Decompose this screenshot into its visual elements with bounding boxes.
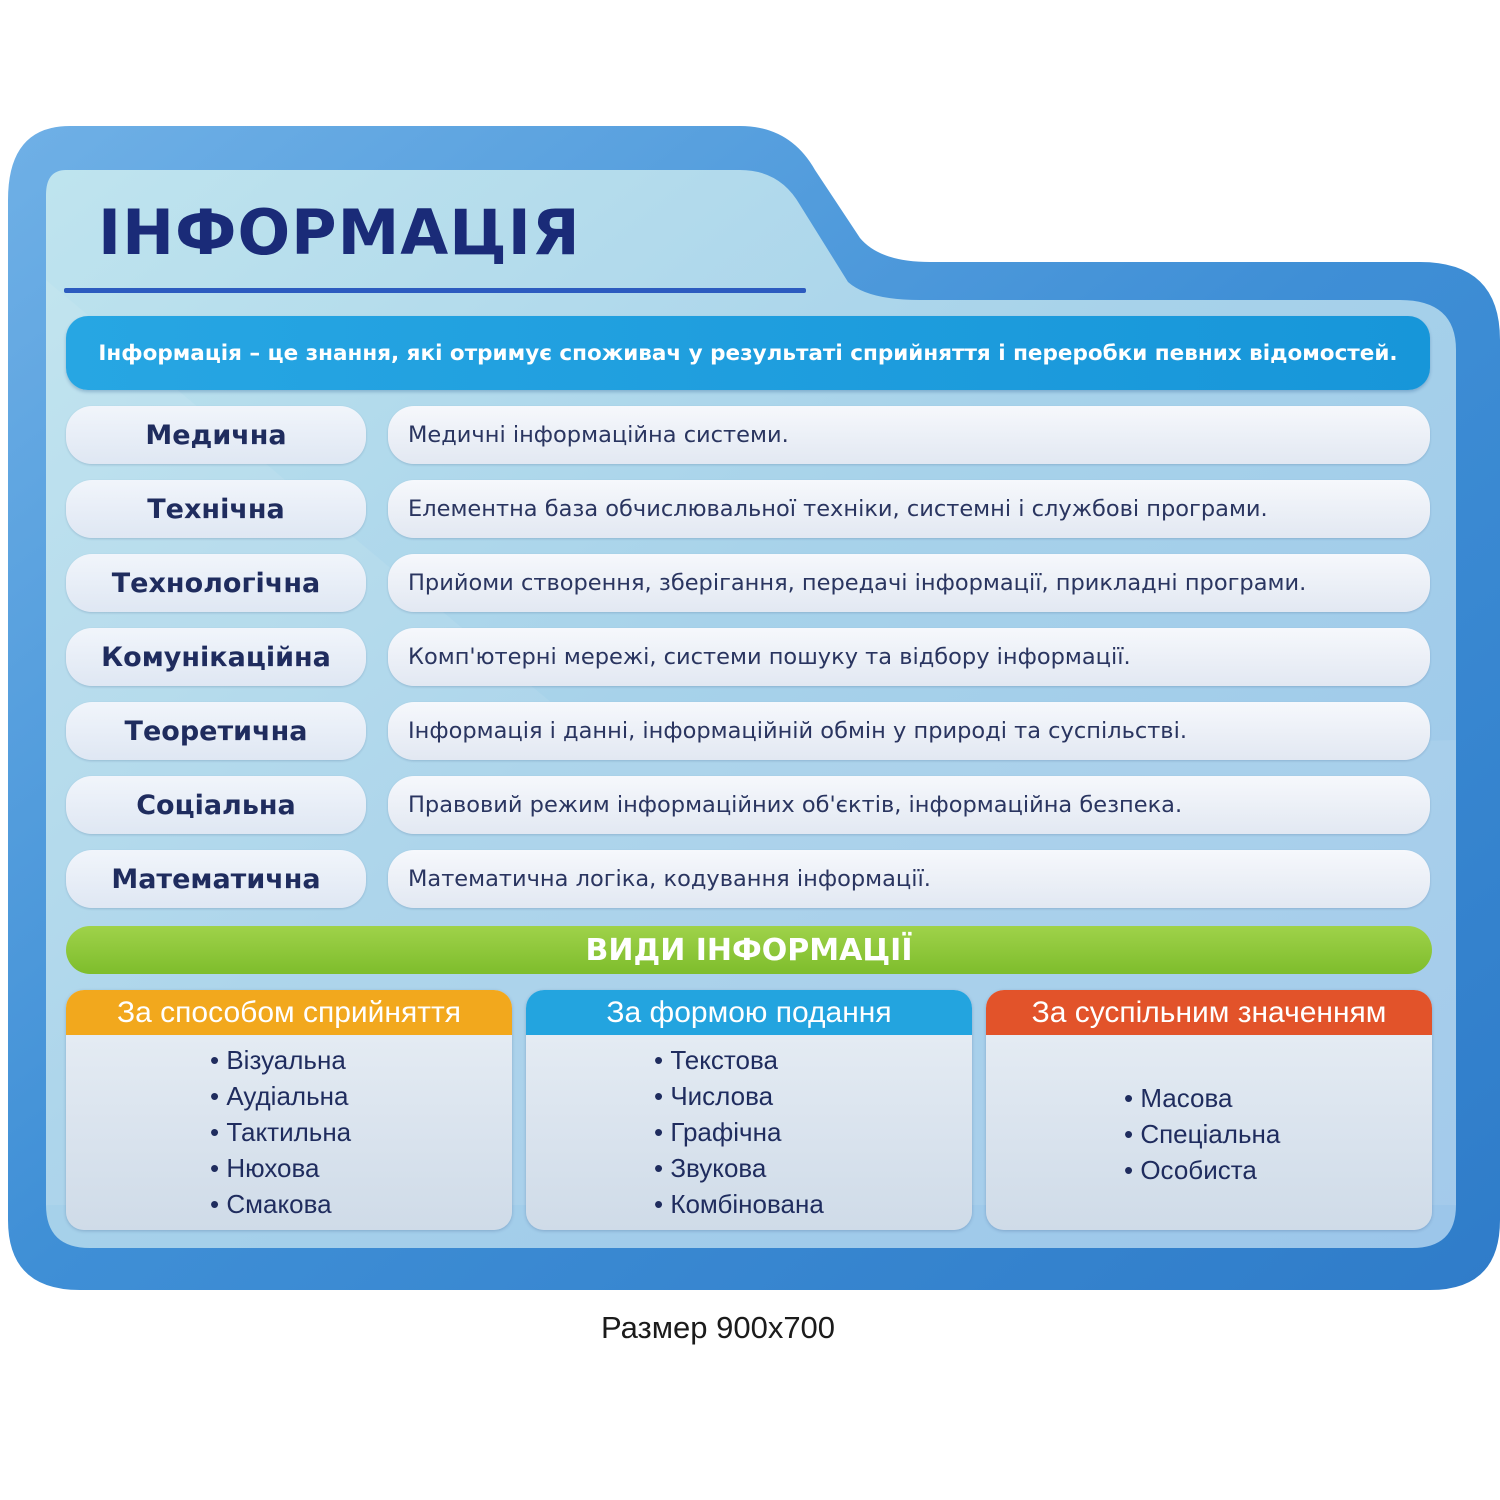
list-item: • Масова	[1124, 1080, 1432, 1116]
row-description: Прийоми створення, зберігання, передачі інформації, прикладні програми.	[388, 554, 1430, 612]
list-item: • Особиста	[1124, 1152, 1432, 1188]
category-list	[526, 1042, 972, 1222]
category-title: За суспільним значенням	[986, 990, 1432, 1035]
title-underline	[64, 288, 806, 293]
row-label: Соціальна	[66, 776, 366, 834]
info-row-mathematical	[66, 850, 1430, 908]
category-title: За способом сприйняття	[66, 990, 512, 1035]
list-item: • Спеціальна	[1124, 1116, 1432, 1152]
list-item: • Смакова	[210, 1186, 512, 1222]
list-item: • Числова	[654, 1078, 972, 1114]
info-row-theoretical	[66, 702, 1430, 760]
row-label: Технічна	[66, 480, 366, 538]
list-item: • Тактильна	[210, 1114, 512, 1150]
category-social-significance	[986, 990, 1432, 1230]
category-perception	[66, 990, 512, 1230]
list-item: • Звукова	[654, 1150, 972, 1186]
list-item: • Нюхова	[210, 1150, 512, 1186]
list-item: • Комбінована	[654, 1186, 972, 1222]
row-description: Правовий режим інформаційних об'єктів, інформаційна безпека.	[388, 776, 1430, 834]
row-label: Теоретична	[66, 702, 366, 760]
types-heading: ВИДИ ІНФОРМАЦІЇ	[66, 926, 1432, 974]
info-row-communication	[66, 628, 1430, 686]
row-label: Медична	[66, 406, 366, 464]
list-item: • Аудіальна	[210, 1078, 512, 1114]
row-description: Медичні інформаційна системи.	[388, 406, 1430, 464]
row-description: Математична логіка, кодування інформації.	[388, 850, 1430, 908]
info-row-social	[66, 776, 1430, 834]
size-caption: Размер 900x700	[600, 1310, 836, 1345]
row-label: Комунікаційна	[66, 628, 366, 686]
list-item: • Візуальна	[210, 1042, 512, 1078]
row-label: Технологічна	[66, 554, 366, 612]
category-title: За формою подання	[526, 990, 972, 1035]
list-item: • Текстова	[654, 1042, 972, 1078]
row-description: Комп'ютерні мережі, системи пошуку та відбору інформації.	[388, 628, 1430, 686]
info-row-technological	[66, 554, 1430, 612]
category-list	[986, 1080, 1432, 1188]
info-row-technical	[66, 480, 1430, 538]
list-item: • Графічна	[654, 1114, 972, 1150]
category-list	[66, 1042, 512, 1222]
row-label: Математична	[66, 850, 366, 908]
info-row-medical	[66, 406, 1430, 464]
row-description: Інформація і данні, інформаційній обмін у природі та суспільстві.	[388, 702, 1430, 760]
definition-banner: Інформація – це знання, які отримує споживач у результаті сприйняття і переробки певних відомостей.	[66, 316, 1430, 390]
page-title: ІНФОРМАЦІЯ	[98, 196, 581, 269]
row-description: Елементна база обчислювальної техніки, системні і службові програми.	[388, 480, 1430, 538]
category-form	[526, 990, 972, 1230]
